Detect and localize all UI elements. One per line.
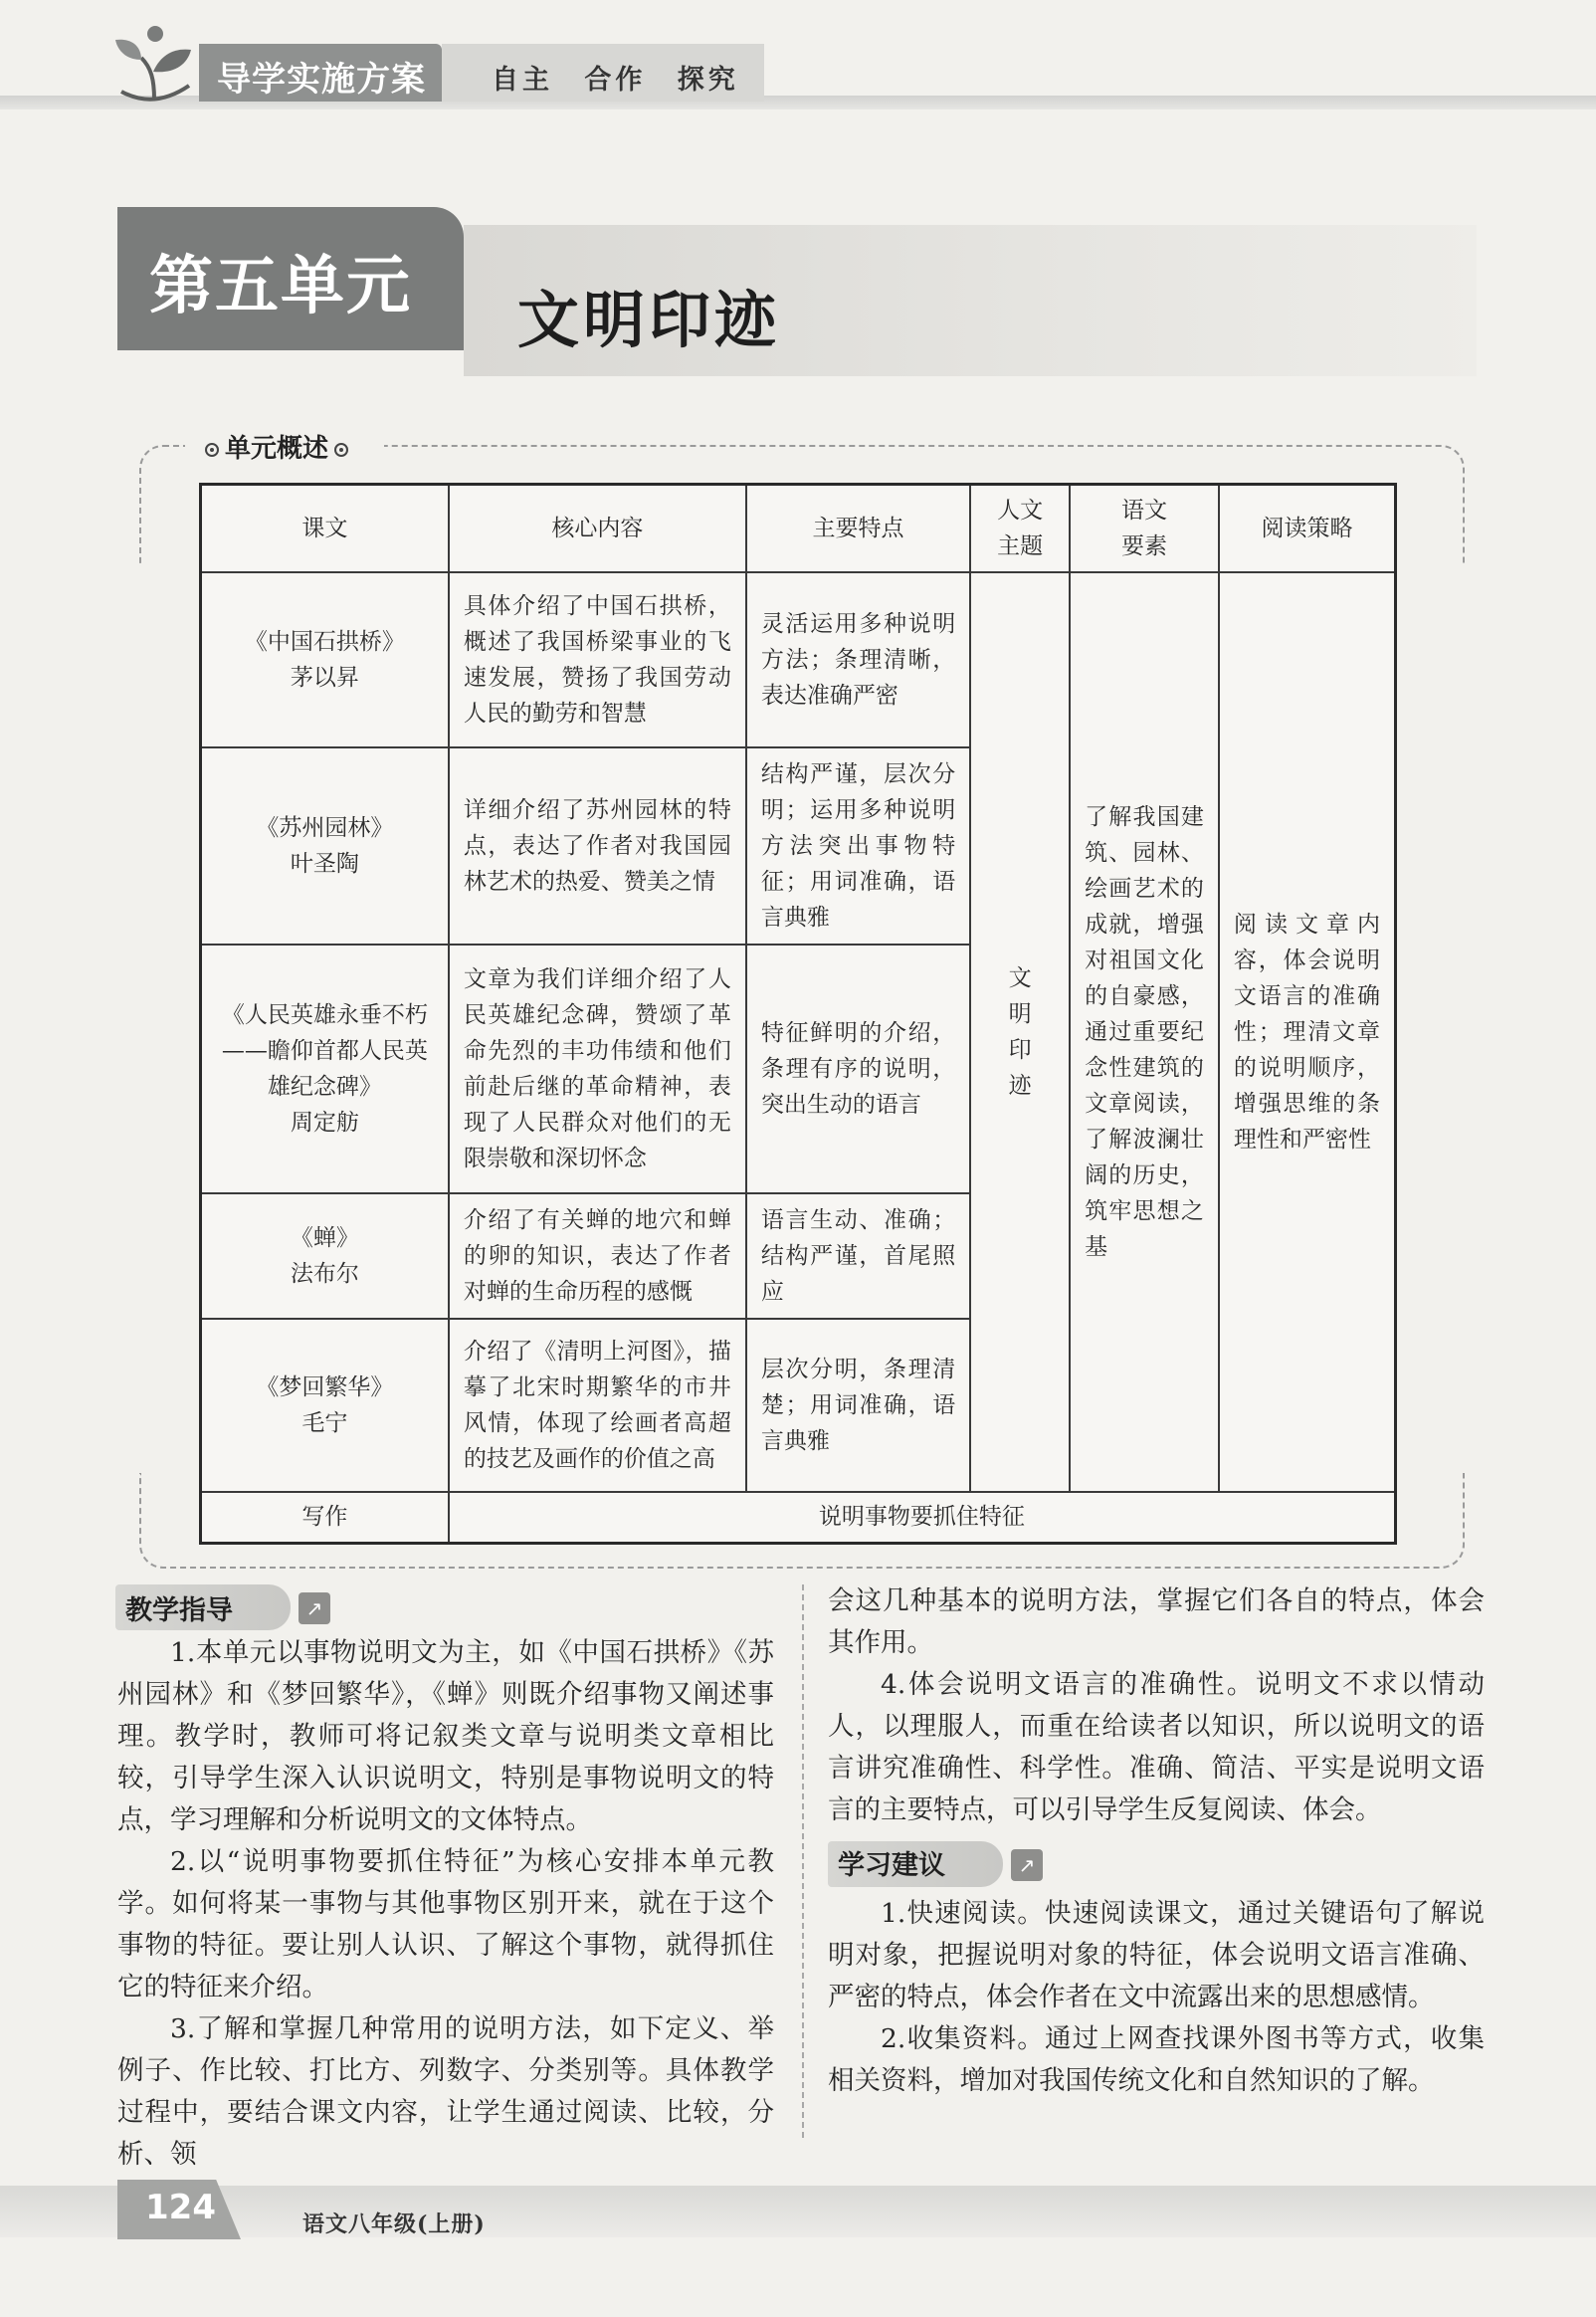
- column-divider: [802, 1584, 804, 2138]
- lesson-cell: 《中国石拱桥》 茅以昇: [201, 572, 449, 747]
- feature-cell: 结构严谨，层次分明；运用多种说明方法突出事物特征；用词准确，语言典雅: [746, 747, 970, 945]
- writing-row: [201, 1492, 1396, 1544]
- feature-cell: 语言生动、准确；结构严谨，首尾照应: [746, 1193, 970, 1319]
- right-column: [828, 1580, 1485, 2102]
- unit-name: 文明印迹: [517, 284, 781, 356]
- core-content-cell: 详细介绍了苏州园林的特点，表达了作者对我国园林艺术的热爱、赞美之情: [449, 747, 746, 945]
- lesson-cell: 《梦回繁华》 毛宁: [201, 1319, 449, 1492]
- bullet-dot-icon: [334, 443, 348, 457]
- teaching-left-column: [117, 1632, 774, 2176]
- core-content-cell: 文章为我们详细介绍了人民英雄纪念碑，赞颂了革命先烈的丰功伟绩和他们前赴后继的革命精神，表现了人民群众对他们的无限崇敬和深切怀念: [449, 945, 746, 1193]
- sprout-logo-icon: [111, 20, 197, 105]
- core-content-cell: 介绍了有关蝉的地穴和蝉的卵的知识，表达了作者对蝉的生命历程的感慨: [449, 1193, 746, 1319]
- writing-value: 说明事物要抓住特征: [449, 1492, 1396, 1544]
- overview-label: 单元概述: [199, 428, 354, 465]
- table-header-row: [201, 485, 1396, 572]
- teaching-paragraph-3: 3.了解和掌握几种常用的说明方法，如下定义、举例子、作比较、打比方、列数字、分类别等。具体教学过程中，要结合课文内容，让学生通过阅读、比较，分析、领: [117, 2013, 774, 2170]
- column-header: 阅读策略: [1219, 485, 1396, 572]
- column-header: 课文: [201, 485, 449, 572]
- study-paragraph-1: 1.快速阅读。快速阅读课文，通过关键语句了解说明对象，把握说明对象的特征，体会说明文语言准确、严密的特点，体会作者在文中流露出来的思想感情。: [828, 1898, 1485, 2012]
- study-title: 学习建议: [838, 1850, 945, 1881]
- study-paragraph-2: 2.收集资料。通过上网查找课外图书等方式，收集相关资料，增加对我国传统文化和自然知识的了解。: [828, 2023, 1485, 2096]
- lesson-cell: 《苏州园林》 叶圣陶: [201, 747, 449, 945]
- table-row: [201, 572, 1396, 747]
- teaching-title: 教学指导: [125, 1595, 233, 1626]
- page-number: 124: [145, 2188, 216, 2227]
- element-cell: 了解我国建筑、园林、绘画艺术的成就，增强对祖国文化的自豪感，通过重要纪念性建筑的文章阅读，了解波澜壮阔的历史，筑牢思想之基: [1070, 572, 1219, 1492]
- arrow-icon: ↗: [1011, 1849, 1043, 1881]
- teaching-paragraph-2: 2.以“说明事物要抓住特征”为核心安排本单元教学。如何将某一事物与其他事物区别开来，就在于这个事物的特征。要让别人认识、了解这个事物，就得抓住它的特征来介绍。: [117, 1846, 774, 2002]
- feature-cell: 层次分明，条理清楚；用词准确，语言典雅: [746, 1319, 970, 1492]
- writing-label: 写作: [201, 1492, 449, 1544]
- teaching-paragraph-3-continued: 会这几种基本的说明方法，掌握它们各自的特点，体会其作用。: [828, 1585, 1485, 1658]
- column-header: 核心内容: [449, 485, 746, 572]
- overview-table: [199, 483, 1397, 1545]
- theme-cell: 文明印迹: [970, 572, 1070, 1492]
- book-title: 语文八年级(上册): [302, 2212, 486, 2237]
- core-content-cell: 介绍了《清明上河图》，描摹了北宋时期繁华的市井风情，体现了绘画者高超的技艺及画作的价值之高: [449, 1319, 746, 1492]
- column-header: 主要特点: [746, 485, 970, 572]
- learning-methods: 自主 合作 探究: [492, 65, 739, 96]
- lesson-cell: 《人民英雄永垂不朽——瞻仰首都人民英雄纪念碑》 周定舫: [201, 945, 449, 1193]
- core-content-cell: 具体介绍了中国石拱桥，概述了我国桥梁事业的飞速发展，赞扬了我国劳动人民的勤劳和智慧: [449, 572, 746, 747]
- feature-cell: 特征鲜明的介绍，条理有序的说明，突出生动的语言: [746, 945, 970, 1193]
- guide-title: 导学实施方案: [217, 60, 426, 100]
- teaching-section-tag: [115, 1584, 354, 1636]
- footer-band: [0, 2186, 1596, 2237]
- teaching-paragraph-4: 4.体会说明文语言的准确性。说明文不求以情动人，以理服人，而重在给读者以知识，所以说明文的语言讲究准确性、科学性。准确、简洁、平实是说明文语言的主要特点，可以引导学生反复阅读、体会。: [828, 1669, 1485, 1825]
- arrow-icon: ↗: [299, 1592, 330, 1624]
- column-header: 人文主题: [970, 485, 1070, 572]
- study-section-tag: [828, 1841, 1067, 1889]
- unit-number: 第五单元: [149, 250, 412, 323]
- lesson-cell: 《蝉》 法布尔: [201, 1193, 449, 1319]
- bullet-dot-icon: [205, 443, 219, 457]
- feature-cell: 灵活运用多种说明方法；条理清晰，表达准确严密: [746, 572, 970, 747]
- teaching-paragraph-1: 1.本单元以事物说明文为主，如《中国石拱桥》《苏州园林》和《梦回繁华》，《蝉》则既介绍事物又阐述事理。教学时，教师可将记叙类文章与说明类文章相比较，引导学生深入认识说明文，特别是事物说明文的特点，学习理解和分析说明文的文体特点。: [117, 1637, 774, 1835]
- strategy-cell: 阅读文章内容，体会说明文语言的准确性；理清文章的说明顺序，增强思维的条理性和严密性: [1219, 572, 1396, 1492]
- column-header: 语文要素: [1070, 485, 1219, 572]
- page-header: [0, 0, 1596, 117]
